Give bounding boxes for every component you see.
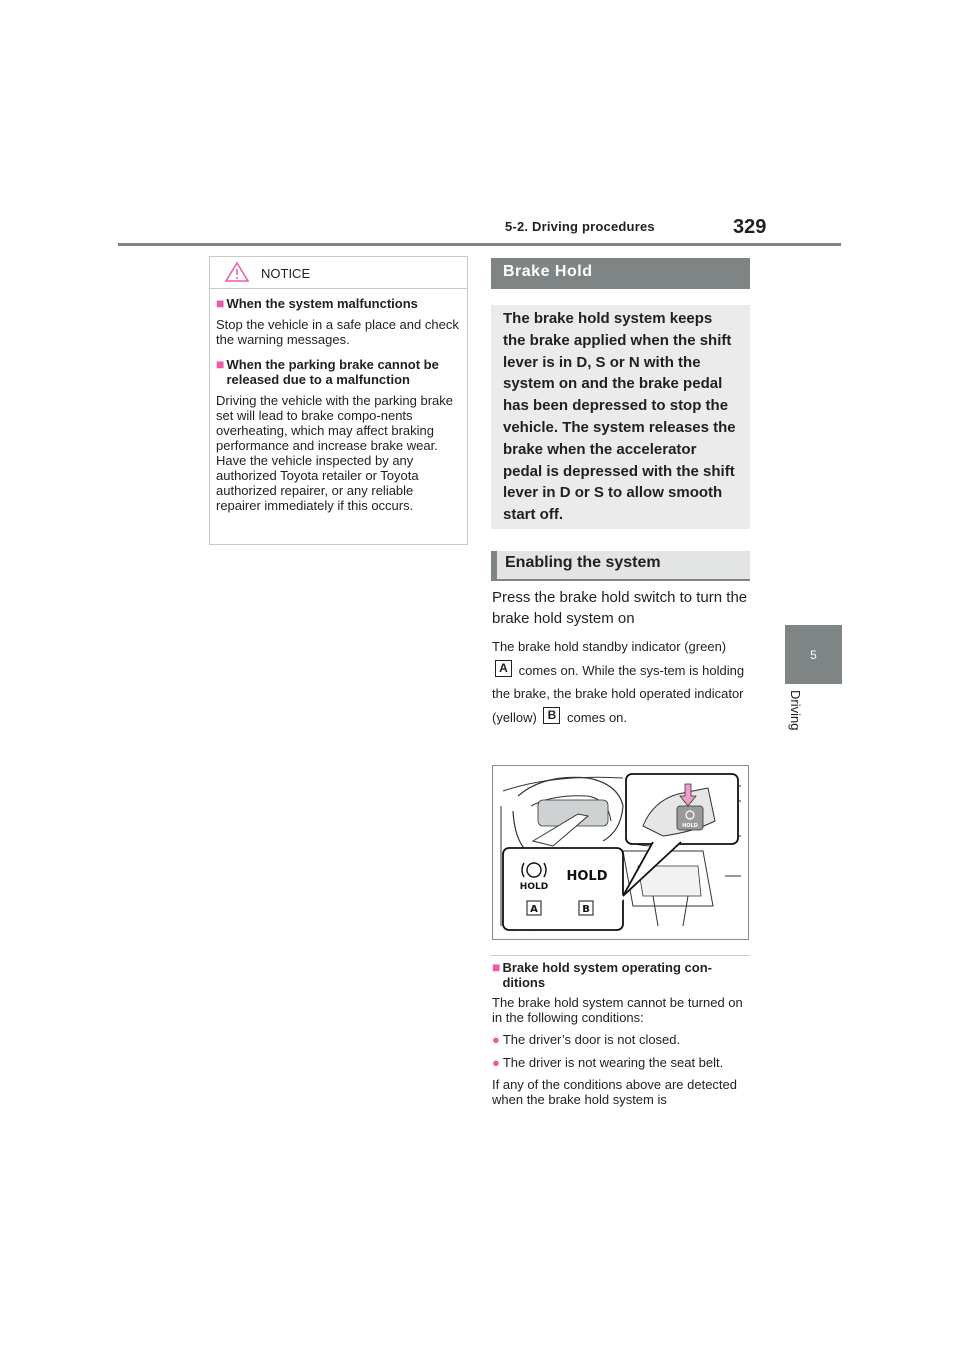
round-bullet-icon: ●	[492, 1032, 500, 1047]
notice-item-text: Driving the vehicle with the parking brake set will lead to brake compo-nents overheating, which may affect braking performance and increase brake wear. Have the vehicle inspected by any authorized Toyota retailer or Toyota authorized repairer, or any reliable repairer immediately if this occurs.	[216, 393, 454, 513]
figure-label-b: B	[582, 904, 590, 915]
conditions-tail: If any of the conditions above are detected when the brake hold system is	[492, 1077, 738, 1107]
enabling-heading: Enabling the system	[491, 551, 750, 581]
dashboard-drawing	[493, 766, 748, 939]
chapter-number: 5	[810, 647, 817, 662]
chapter-label: Driving	[788, 690, 803, 731]
page-number: 329	[733, 216, 767, 238]
conditions-intro: The brake hold system cannot be turned on in the following conditions:	[492, 995, 743, 1025]
conditions-body	[492, 996, 750, 1107]
notice-box	[209, 256, 468, 545]
notice-item-heading: ■ When the system malfunctions	[216, 295, 418, 311]
notice-item-heading: ■ When the parking brake cannot be released due to a malfunction	[216, 356, 439, 387]
conditions-heading: ■ Brake hold system operating con-ditions	[492, 959, 712, 990]
hold-indicator-text: HOLD	[566, 869, 608, 884]
hold-indicator-small-text: HOLD	[519, 882, 549, 892]
notice-item-text: Stop the vehicle in a safe place and check the warning messages.	[216, 317, 459, 347]
square-bullet-icon: ■	[216, 356, 225, 372]
dashboard-illustration	[492, 765, 749, 940]
round-bullet-icon: ●	[492, 1054, 500, 1070]
notice-title: NOTICE	[261, 266, 311, 281]
label-b: B	[543, 707, 560, 724]
enabling-description: The brake hold standby indicator (green) A comes on. While the sys-tem is holding the brake, the brake hold operated indicator (yellow) B comes on.	[492, 639, 745, 725]
notice-body	[210, 289, 467, 513]
square-bullet-icon: ■	[492, 959, 501, 975]
list-item: ● The driver is not wearing the seat belt.	[492, 1054, 724, 1070]
figure-label-a: A	[530, 904, 538, 915]
list-item: ● The driver’s door is not closed.	[492, 1032, 681, 1047]
label-a: A	[495, 660, 512, 677]
chapter-tab	[785, 625, 842, 684]
section-title: 5-2. Driving procedures	[505, 219, 655, 234]
notice-header	[210, 257, 467, 289]
header-rule	[118, 243, 841, 246]
enabling-step: Press the brake hold switch to turn the brake hold system on	[492, 589, 748, 627]
figure-divider	[491, 955, 750, 956]
brake-hold-intro: The brake hold system keeps the brake applied when the shift lever is in D, S or N with the system on and the brake pedal has been depressed to stop the vehicle. The system releases the brake when the accelerator pedal is depressed with the shift lever in D or S to allow smooth start off.	[491, 305, 750, 529]
switch-hold-text: HOLD	[682, 823, 698, 829]
square-bullet-icon: ■	[216, 295, 225, 311]
warning-triangle-icon	[224, 261, 250, 283]
brake-hold-heading: Brake Hold	[491, 258, 750, 289]
